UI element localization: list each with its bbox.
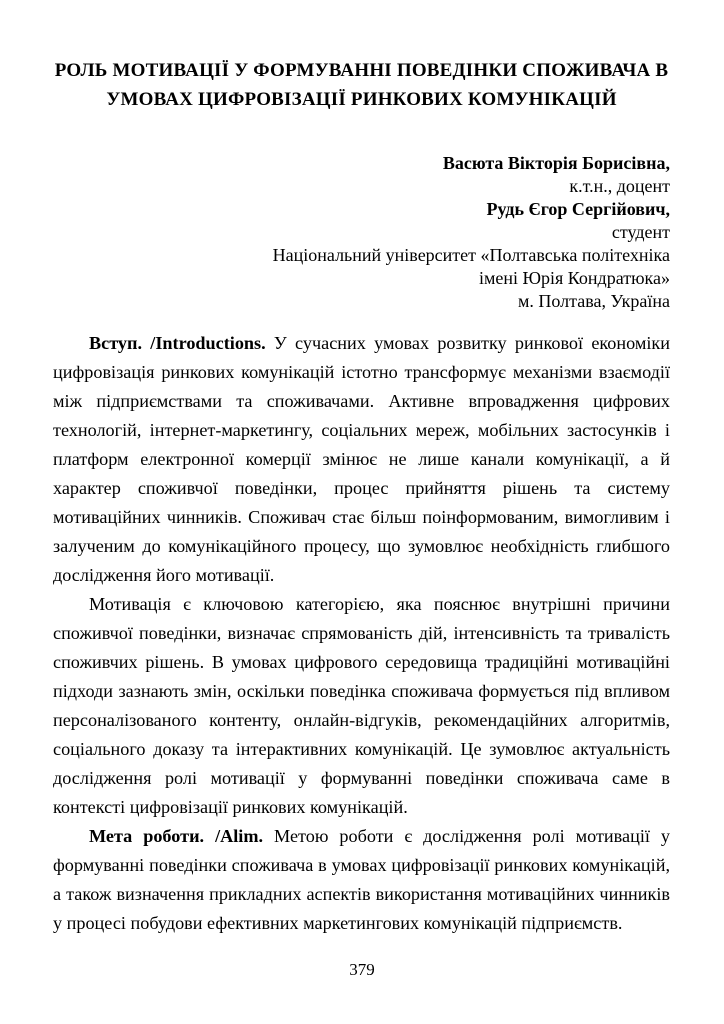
paragraph-text: Метою роботи є дослідження ролі мотивації у формуванні поведінки споживача в умовах цифровізації ринкових комунікацій, а також визначення прикладних аспектів використання мотиваційних чинників у процесі побудови ефективних маркетингових комунікацій підприємств. — [53, 826, 670, 933]
author-name: Васюта Вікторія Борисівна, — [442, 153, 670, 173]
page-title — [53, 56, 670, 114]
paragraph-aim — [53, 822, 670, 938]
author-block — [53, 152, 670, 313]
paragraph-introduction — [53, 329, 670, 590]
paragraph-text: Мотивація є ключовою категорією, яка пояснює внутрішні причини споживчої поведінки, визначає спрямованість дій, інтенсивність та тривалість споживчих рішень. В умовах цифрового середовища традиційні мотиваційні підходи зазнають змін, оскільки поведінка споживача формується під впливом персоналізованого контенту, онлайн-відгуків, рекомендаційних алгоритмів, соціального доказу та інтерактивних комунікацій. Це зумовлює актуальність дослідження ролі мотивації у формуванні поведінки споживача саме в контексті цифровізації ринкових комунікацій. — [53, 594, 670, 817]
author-role: студент — [611, 222, 670, 242]
page-title-line-1: РОЛЬ МОТИВАЦІЇ У ФОРМУВАННІ ПОВЕДІНКИ СПОЖИВАЧА В — [54, 60, 669, 81]
page-title-line-2: УМОВАХ ЦИФРОВІЗАЦІЇ РИНКОВИХ КОМУНІКАЦІЙ — [106, 89, 617, 110]
paragraph-text: У сучасних умовах розвитку ринкової економіки цифровізація ринкових комунікацій істотно трансформує механізми взаємодії між підприємствами та споживачами. Активне впровадження цифрових технологій, інтернет-маркетингу, соціальних мереж, мобільних застосунків і платформ електронної комерції змінює не лише канали комунікації, а й характер споживчої поведінки, процес прийняття рішень та систему мотиваційних чинників. Споживач стає більш поінформованим, вимогливим і залученим до комунікаційного процесу, що зумовлює необхідність глибшого дослідження його мотивації. — [53, 333, 671, 585]
paragraph-motivation — [53, 590, 670, 822]
affiliation-line: м. Полтава, Україна — [518, 291, 670, 311]
paragraph-lead: Мета роботи. /Alim. — [89, 826, 264, 846]
author-role: к.т.н., доцент — [569, 176, 670, 196]
paragraph-lead: Вступ. /Introductions. — [89, 333, 266, 353]
affiliation-line: імені Юрія Кондратюка» — [479, 268, 670, 288]
article-body — [53, 329, 670, 938]
page-number: 379 — [349, 960, 375, 979]
affiliation-line: Національний університет «Полтавська політехніка — [272, 245, 670, 265]
author-name: Рудь Єгор Сергійович, — [486, 199, 670, 219]
